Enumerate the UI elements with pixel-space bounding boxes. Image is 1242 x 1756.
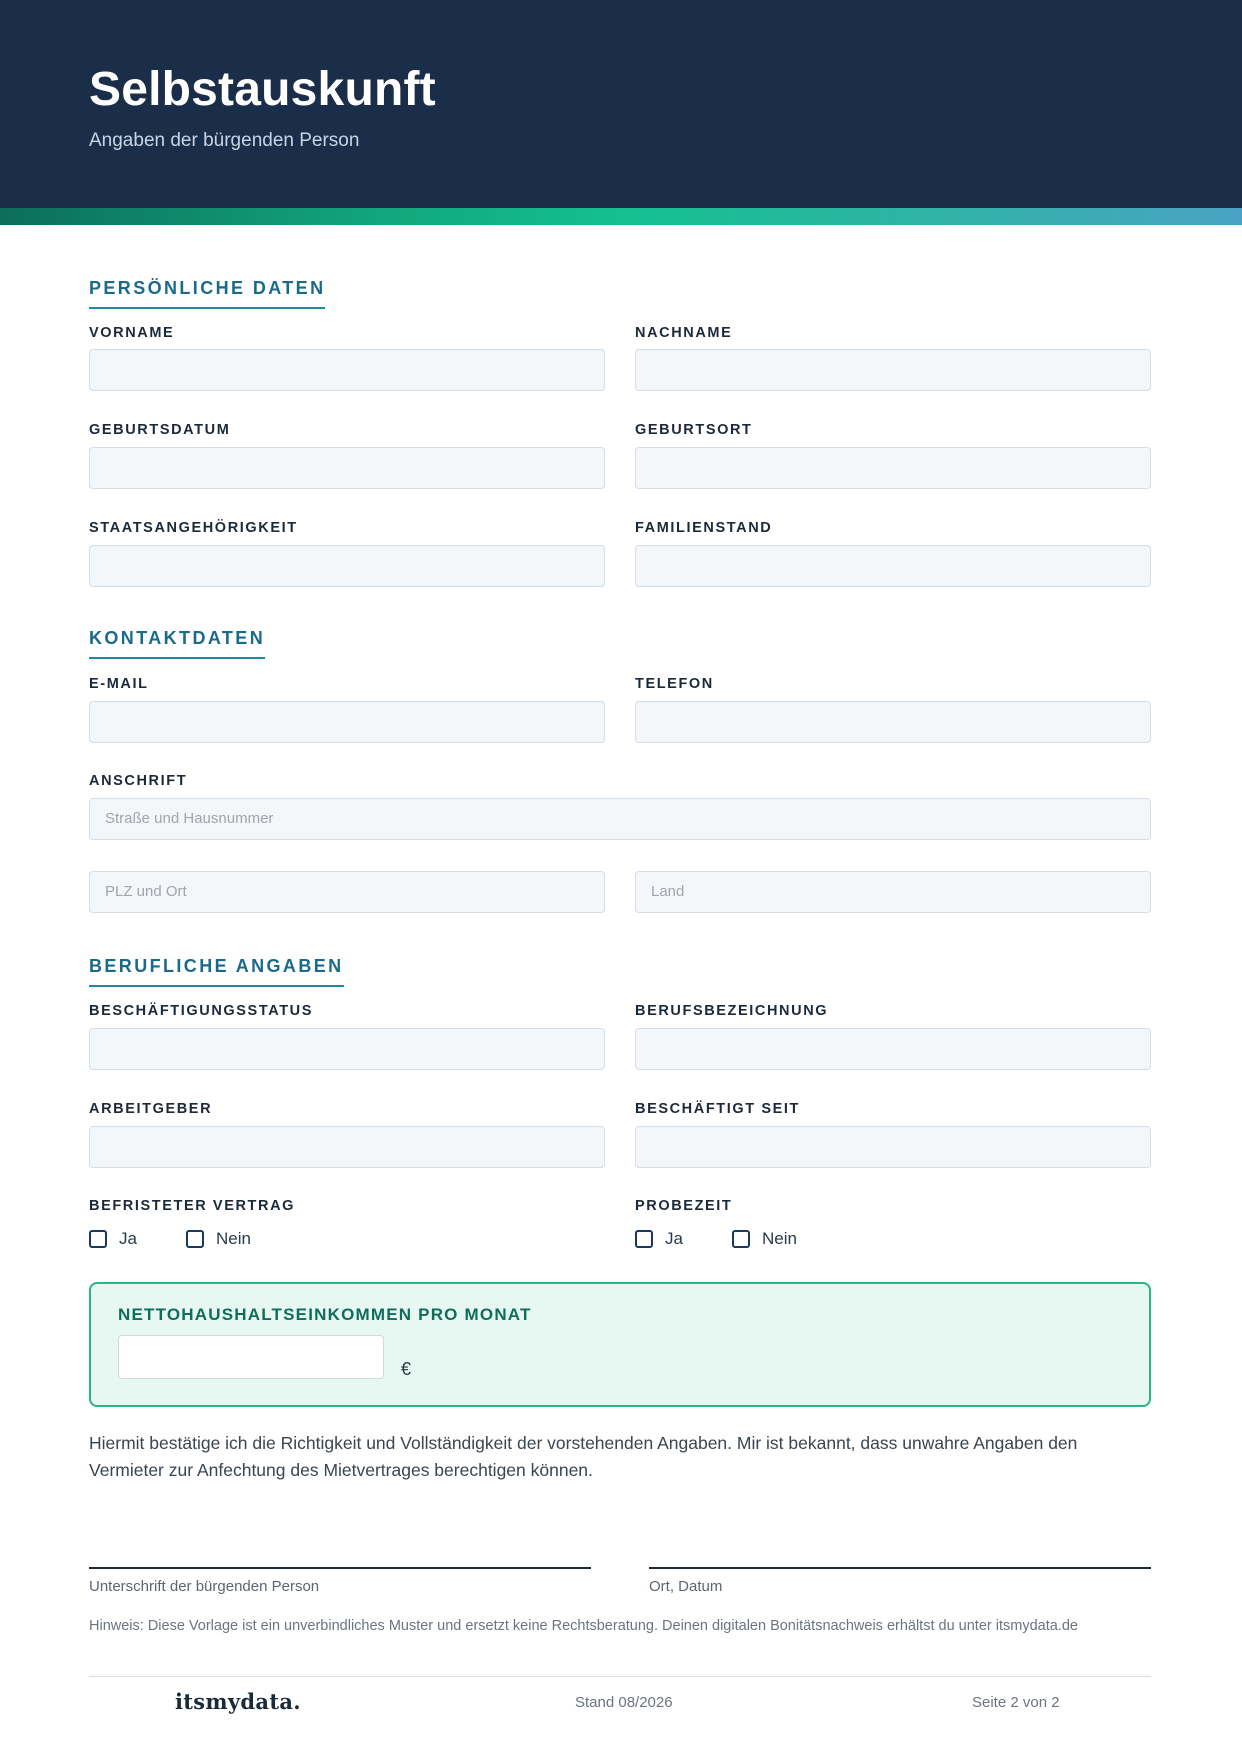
- brand-logo: itsmydata.: [175, 1689, 301, 1714]
- employer-field[interactable]: [89, 1126, 605, 1168]
- birth-place-field[interactable]: [635, 447, 1151, 489]
- signature-line[interactable]: [89, 1567, 591, 1569]
- probation-no-label: Nein: [762, 1229, 797, 1248]
- employer-label: ARBEITGEBER: [89, 1101, 213, 1117]
- header-accent-stripe: [0, 208, 1242, 225]
- disclaimer-hint: Hinweis: Diese Vorlage ist ein unverbindliches Muster und ersetzt keine Rechtsberatung. Deinen digitalen Bonitätsnachweis erhältst du unter itsmydata.de: [89, 1618, 1078, 1634]
- birth-date-label: GEBURTSDATUM: [89, 422, 231, 438]
- probation-label: PROBEZEIT: [635, 1198, 733, 1214]
- zip-city-field[interactable]: PLZ und Ort: [89, 871, 605, 913]
- income-label: NETTOHAUSHALTSEINKOMMEN PRO MONAT: [118, 1305, 532, 1324]
- probation-yes-checkbox[interactable]: [635, 1230, 653, 1248]
- nationality-field[interactable]: [89, 545, 605, 587]
- fixed-term-no-option[interactable]: [186, 1229, 251, 1249]
- email-field[interactable]: [89, 701, 605, 743]
- declaration-text: Hiermit bestätige ich die Richtigkeit und Vollständigkeit der vorstehenden Angaben. Mir ist bekannt, dass unwahre Angaben den Vermieter zur Anfechtung des Mietvertrages berechtigen können.: [89, 1433, 1078, 1480]
- employed-since-field[interactable]: [635, 1126, 1151, 1168]
- address-label: ANSCHRIFT: [89, 773, 188, 789]
- section-title-personal: PERSÖNLICHE DATEN: [89, 278, 325, 309]
- page-title: Selbstauskunft: [89, 63, 436, 116]
- section-title-employment: BERUFLICHE ANGABEN: [89, 956, 344, 987]
- probation-no-option[interactable]: [732, 1229, 797, 1249]
- footer-version: Stand 08/2026: [575, 1694, 673, 1711]
- last-name-field[interactable]: [635, 349, 1151, 391]
- employed-since-label: BESCHÄFTIGT SEIT: [635, 1101, 800, 1117]
- income-field[interactable]: [118, 1335, 384, 1379]
- marital-status-label: FAMILIENSTAND: [635, 520, 773, 536]
- fixed-term-no-checkbox[interactable]: [186, 1230, 204, 1248]
- fixed-term-no-label: Nein: [216, 1229, 251, 1248]
- fixed-term-yes-label: Ja: [119, 1229, 137, 1248]
- income-box: [89, 1282, 1151, 1407]
- employment-status-field[interactable]: [89, 1028, 605, 1070]
- first-name-label: VORNAME: [89, 325, 175, 341]
- last-name-label: NACHNAME: [635, 325, 733, 341]
- birth-place-label: GEBURTSORT: [635, 422, 753, 438]
- email-label: E-MAIL: [89, 676, 149, 692]
- phone-field[interactable]: [635, 701, 1151, 743]
- job-title-label: BERUFSBEZEICHNUNG: [635, 1003, 829, 1019]
- job-title-field[interactable]: [635, 1028, 1151, 1070]
- birth-date-field[interactable]: [89, 447, 605, 489]
- signature-label: Unterschrift der bürgenden Person: [89, 1578, 320, 1595]
- street-field[interactable]: Straße und Hausnummer: [89, 798, 1151, 840]
- page-subtitle: Angaben der bürgenden Person: [89, 130, 360, 151]
- marital-status-field[interactable]: [635, 545, 1151, 587]
- probation-no-checkbox[interactable]: [732, 1230, 750, 1248]
- place-date-label: Ort, Datum: [649, 1578, 723, 1595]
- probation-yes-option[interactable]: [635, 1229, 683, 1249]
- first-name-field[interactable]: [89, 349, 605, 391]
- section-title-contact: KONTAKTDATEN: [89, 628, 265, 659]
- country-field[interactable]: Land: [635, 871, 1151, 913]
- page-header: [0, 0, 1242, 208]
- footer-divider: [89, 1676, 1151, 1677]
- nationality-label: STAATSANGEHÖRIGKEIT: [89, 520, 298, 536]
- place-date-line[interactable]: [649, 1567, 1151, 1569]
- fixed-term-label: BEFRISTETER VERTRAG: [89, 1198, 296, 1214]
- footer-page-number: Seite 2 von 2: [972, 1694, 1060, 1711]
- currency-euro-label: €: [401, 1359, 412, 1379]
- fixed-term-yes-option[interactable]: [89, 1229, 137, 1249]
- probation-yes-label: Ja: [665, 1229, 683, 1248]
- fixed-term-yes-checkbox[interactable]: [89, 1230, 107, 1248]
- phone-label: TELEFON: [635, 676, 714, 692]
- employment-status-label: BESCHÄFTIGUNGSSTATUS: [89, 1003, 313, 1019]
